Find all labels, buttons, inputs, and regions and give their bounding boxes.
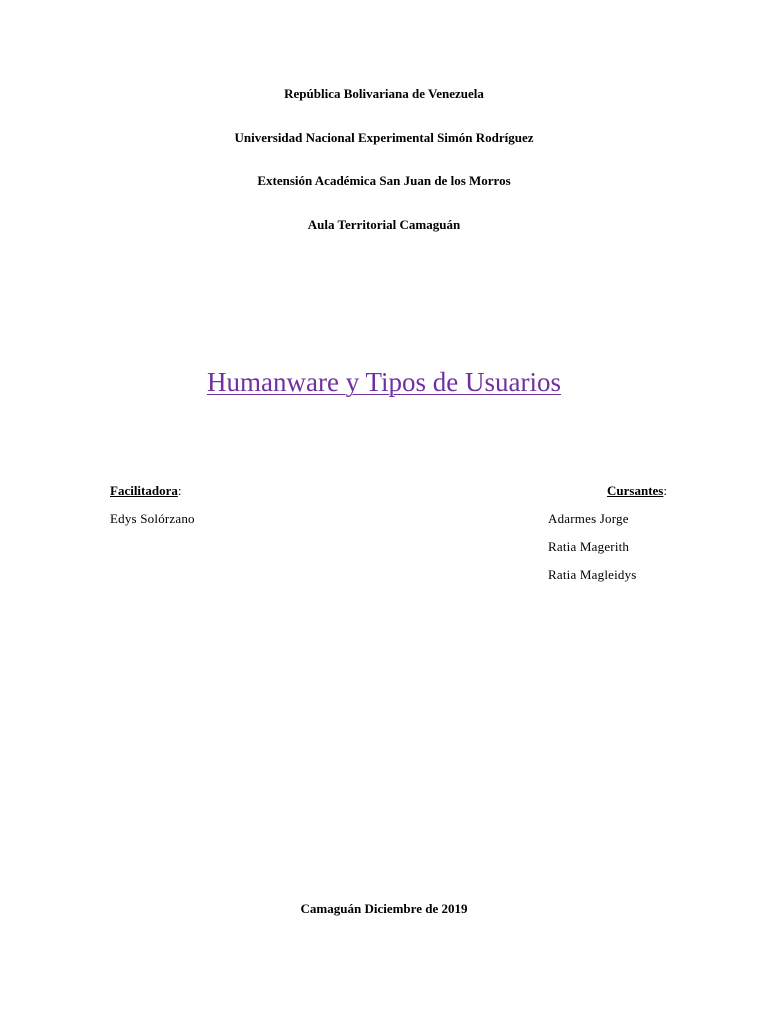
document-title: Humanware y Tipos de Usuarios <box>207 367 561 397</box>
header-university: Universidad Nacional Experimental Simón Rodríguez <box>234 130 534 145</box>
footer-date: Camaguán Diciembre de 2019 <box>300 901 468 916</box>
facilitadora-label-text: Facilitadora <box>110 483 178 498</box>
header-extension: Extensión Académica San Juan de los Morros <box>257 173 511 188</box>
cursantes-label <box>607 483 667 499</box>
header-aula: Aula Territorial Camaguán <box>307 217 461 232</box>
cursantes-label-colon: : <box>663 483 667 498</box>
facilitadora-label <box>110 483 182 499</box>
cursantes-label-text: Cursantes <box>607 483 664 498</box>
facilitadora-name: Edys Solórzano <box>110 511 195 526</box>
cursante-name-3: Ratia Magleidys <box>548 567 637 582</box>
cursante-name-2: Ratia Magerith <box>548 539 630 554</box>
facilitadora-label-colon: : <box>177 483 182 498</box>
header-country: República Bolivariana de Venezuela <box>284 86 484 101</box>
cursante-name-1: Adarmes Jorge <box>548 511 629 526</box>
